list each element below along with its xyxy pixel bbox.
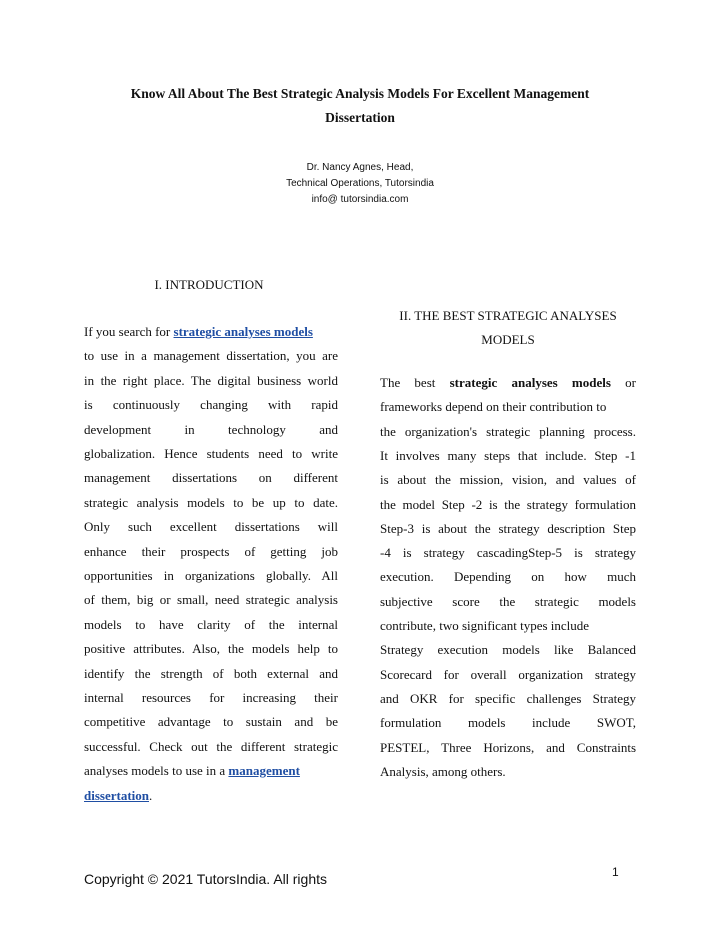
- body-line: -4 is strategy cascadingStep-5 is strategy: [380, 545, 636, 561]
- line-text: If you search for: [84, 324, 174, 339]
- body-line: execution. Depending on how much: [380, 569, 636, 585]
- body-line: Scorecard for overall organization strategy: [380, 666, 636, 682]
- body-line: to use in a management dissertation, you are: [84, 348, 338, 364]
- body-line: Analysis, among others.: [380, 763, 506, 779]
- body-line: and OKR for specific challenges Strategy: [380, 690, 636, 706]
- body-line: is continuously changing with rapid: [84, 397, 338, 413]
- hyperlink[interactable]: strategic analyses models: [173, 324, 313, 339]
- body-line: the organization's strategic planning process.: [380, 423, 636, 439]
- body-line: contribute, two significant types include: [380, 618, 590, 633]
- page-number: 1: [612, 865, 619, 879]
- hyperlink[interactable]: management: [228, 763, 300, 779]
- body-line: [84, 787, 338, 805]
- body-line: opportunities in organizations globally. All: [84, 568, 338, 583]
- body-line: PESTEL, Three Horizons, and Constraints: [380, 739, 636, 755]
- body-line: the model Step -2 is the strategy formulation: [380, 496, 636, 512]
- body-line: of them, big or small, need strategic analysis: [84, 592, 338, 608]
- document-title-line-2: Dissertation: [325, 110, 395, 125]
- body-line: strategic analysis models to be up to date.: [84, 494, 338, 510]
- body-line: It involves many steps that include. Step -1: [380, 447, 636, 463]
- line-text: or: [610, 375, 636, 390]
- bold-term: strategic analyses models: [449, 375, 611, 390]
- document-title-line-1: Know All About The Best Strategic Analysis Models For Excellent Management: [130, 86, 590, 101]
- line-text: The best: [380, 375, 450, 390]
- body-line: globalization. Hence students need to write: [84, 446, 338, 461]
- body-line: [84, 762, 338, 780]
- body-line: in the right place. The digital business world: [84, 372, 338, 388]
- body-line: models to have clarity of the internal: [84, 616, 338, 632]
- body-line: internal resources for increasing their: [84, 690, 338, 705]
- body-line: Only such excellent dissertations will: [84, 519, 338, 535]
- body-line: formulation models include SWOT,: [380, 715, 636, 731]
- body-line: enhance their prospects of getting job: [84, 543, 338, 559]
- author-name: Dr. Nancy Agnes, Head,: [306, 162, 414, 173]
- line-text: analyses models to use in a: [84, 763, 229, 779]
- body-line: is about the mission, vision, and values of: [380, 472, 636, 488]
- body-line: successful. Check out the different strategic: [84, 738, 338, 754]
- author-email: info@ tutorsindia.com: [311, 194, 409, 205]
- body-line: [84, 323, 338, 341]
- author-block: [160, 160, 560, 208]
- body-line: positive attributes. Also, the models help to: [84, 641, 338, 657]
- body-line: management dissertations on different: [84, 470, 338, 486]
- copyright-footer: Copyright © 2021 TutorsIndia. All rights: [84, 871, 327, 887]
- body-line: Step-3 is about the strategy description Step: [380, 520, 636, 536]
- section-2-heading-line-1: II. THE BEST STRATEGIC ANALYSES: [399, 308, 617, 323]
- body-line: subjective score the strategic models: [380, 593, 636, 609]
- author-organization: Technical Operations, Tutorsindia: [286, 178, 434, 189]
- body-line: [380, 374, 636, 392]
- body-line: identify the strength of both external and: [84, 665, 338, 681]
- section-2-heading-line-2: MODELS: [481, 332, 535, 347]
- section-1-heading: I. INTRODUCTION: [154, 277, 264, 292]
- body-line: competitive advantage to sustain and be: [84, 714, 338, 730]
- body-line: development in technology and: [84, 421, 338, 437]
- section-2-heading: [380, 304, 636, 352]
- body-line: frameworks depend on their contribution to: [380, 399, 607, 415]
- body-line: Strategy execution models like Balanced: [380, 642, 636, 658]
- line-text: .: [149, 787, 153, 803]
- hyperlink[interactable]: dissertation: [84, 787, 149, 803]
